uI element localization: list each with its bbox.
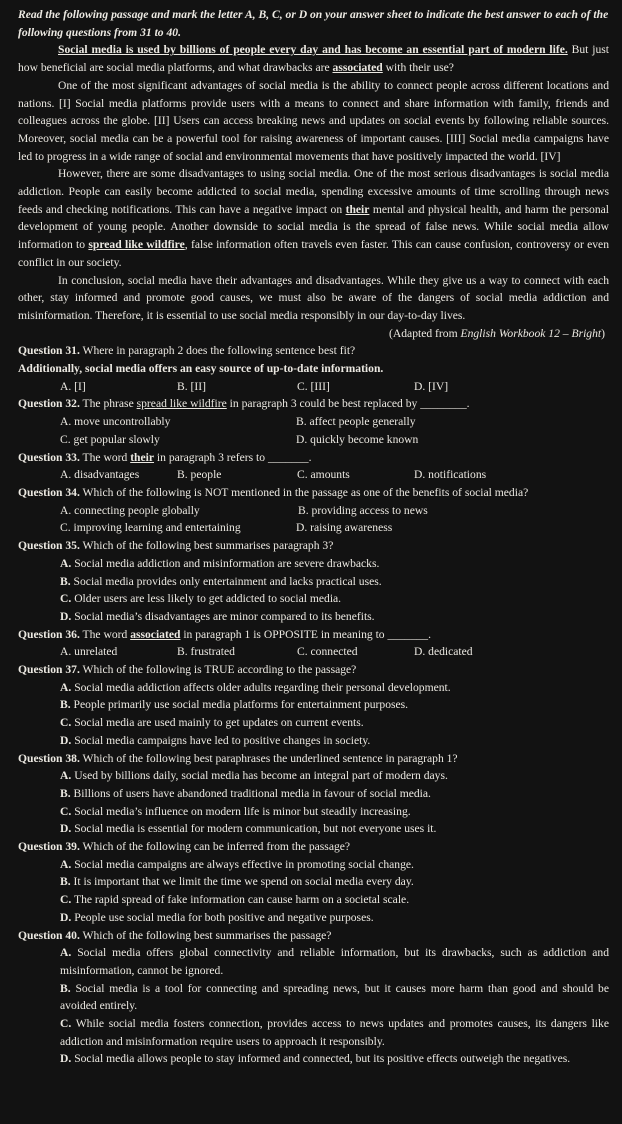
option-d[interactable]: D. notifications [414, 468, 487, 482]
option-c[interactable]: C. Social media are used mainly to get updates on current events. [60, 716, 364, 730]
option-d[interactable]: D. [IV] [414, 379, 449, 393]
passage-paragraph-2: One of the most significant advantages of social media is the ability to connect people across different locations and nations. [I] Social media platforms provide users with a means to connect and share information with family, friends and colleagues across the globe. [II] Users can access breaking news and updates on social events by following reliable sources. Moreover, social media can be a powerful tool for raising awareness of important causes. [III] Social media campaigns have led to progress in a wide range of social and environmental movements that have positively impacted the world. [IV] [18, 78, 609, 163]
question-33: Question 33. The word their in paragraph 3 refers to _______. A. disadvantages B. people C. amounts D. notifications [18, 449, 609, 484]
question-36: Question 36. The word associated in paragraph 1 is OPPOSITE in meaning to _______. A. unrelated B. frustrated C. connected D. dedicated [18, 626, 609, 661]
option-b[interactable]: B. people [177, 468, 222, 482]
option-a[interactable]: A. disadvantages [60, 468, 140, 482]
option-b[interactable]: B. Billions of users have abandoned traditional media in favour of social media. [60, 786, 431, 800]
option-c[interactable]: C. Social media’s influence on modern life is minor but steadily increasing. [60, 804, 411, 818]
question-35: Question 35. Which of the following best summarises paragraph 3? A. Social media addiction and misinformation are severe drawbacks. B. Social media provides only entertainment and lacks practical uses. C. Older users are less likely to get addicted to social media. D. Social media’s disadvantages are minor compared to its benefits. [18, 537, 609, 626]
question-31: Question 31. Where in paragraph 2 does the following sentence best fit? Additionally, social media offers an easy source of up-to-date information. A. [I] B. [II] C. [III] D. [IV] [18, 342, 609, 395]
option-c[interactable]: C. improving learning and entertaining [60, 521, 241, 535]
option-d[interactable]: D. dedicated [414, 645, 473, 659]
option-c[interactable]: C. connected [297, 645, 358, 659]
option-a[interactable]: A. move uncontrollably [60, 415, 171, 429]
option-b[interactable]: B. [II] [177, 379, 206, 393]
option-d[interactable]: D. People use social media for both positive and negative purposes. [60, 910, 374, 924]
option-a[interactable]: A. [I] [60, 379, 86, 393]
option-b[interactable]: B. frustrated [177, 645, 235, 659]
question-34: Question 34. Which of the following is NOT mentioned in the passage as one of the benefits of social media? A. connecting people globally B. providing access to news C. improving learning and entertaining D. raising awareness [18, 484, 609, 537]
option-b[interactable]: B. Social media is a tool for connecting and spreading news, but it causes more harm than good and should be avoided entirely. [60, 981, 610, 1013]
insert-sentence: Additionally, social media offers an easy source of up-to-date information. [18, 362, 384, 376]
option-d[interactable]: D. Social media is essential for modern communication, but not everyone uses it. [60, 822, 437, 836]
question-38: Question 38. Which of the following best paraphrases the underlined sentence in paragraph 1? A. Used by billions daily, social media has become an integral part of modern days. B. Billions of users have abandoned traditional media in favour of social media. C. Social media’s influence on modern life is minor but steadily increasing. D. Social media is essential for modern communication, but not everyone uses it. [18, 750, 609, 839]
option-a[interactable]: A. connecting people globally [60, 503, 200, 517]
option-c[interactable]: C. While social media fosters connection, provides access to news updates and promotes causes, its dangers like addiction and misinformation require users to approach it responsibly. [60, 1017, 609, 1048]
option-a[interactable]: A. Social media campaigns are always effective in promoting social change. [60, 857, 414, 871]
option-d[interactable]: D. quickly become known [296, 432, 419, 446]
option-d[interactable]: D. Social media’s disadvantages are minor compared to its benefits. [60, 609, 375, 623]
underlined-sentence: Social media is used by billions of people every day and has become an essential part of modern life. [58, 43, 568, 57]
option-b[interactable]: B. Social media provides only entertainment and lacks practical uses. [60, 574, 382, 588]
option-a[interactable]: A. Social media addiction affects older adults regarding their personal development. [60, 680, 451, 694]
question-37: Question 37. Which of the following is TRUE according to the passage? A. Social media addiction affects older adults regarding their personal development. B. People primarily use social media platforms for entertainment purposes. C. Social media are used mainly to get updates on current events. D. Social media campaigns have led to positive changes in society. [18, 661, 609, 750]
option-c[interactable]: C. Older users are less likely to get addicted to social media. [60, 592, 342, 606]
option-d[interactable]: D. Social media campaigns have led to positive changes in society. [60, 733, 371, 747]
option-a[interactable]: A. unrelated [60, 645, 118, 659]
option-b[interactable]: B. providing access to news [298, 503, 428, 517]
word-their: their [345, 202, 370, 216]
passage-paragraph-3: However, there are some disadvantages to using social media. One of the most serious disadvantages is social media addiction. People can easily become addicted to social media, spending excessive amounts of time scrolling through news feeds and checking notifications. This can have a negative impact on their mental and physical health, and harm the personal development of young people. Another downside to social media is the spread of false news. While social media allow information to spread like wildfire, false information often travels even faster. This can cause confusion, controversy or even conflict in our society. [18, 167, 610, 269]
option-c[interactable]: C. [III] [297, 379, 330, 393]
option-b[interactable]: B. It is important that we limit the time we spend on social media every day. [60, 875, 414, 889]
option-a[interactable]: A. Social media offers global connectivity and reliable information, but its drawbacks, such as addiction and misinformation, cannot be ignored. [60, 946, 609, 977]
option-a[interactable]: A. Social media addiction and misinformation are severe drawbacks. [60, 556, 380, 570]
question-39: Question 39. Which of the following can be inferred from the passage? A. Social media campaigns are always effective in promoting social change. B. It is important that we limit the time we spend on social media every day. C. The rapid spread of fake information can cause harm on a societal scale. D. People use social media for both positive and negative purposes. [18, 838, 609, 927]
option-b[interactable]: B. People primarily use social media platforms for entertainment purposes. [60, 698, 409, 712]
word-associated: associated [332, 61, 383, 75]
option-d[interactable]: D. Social media allows people to stay informed and connected, but its positive effects outweigh the negatives. [60, 1052, 571, 1066]
option-d[interactable]: D. raising awareness [296, 521, 393, 535]
phrase-spread-like-wildfire: spread like wildfire [88, 238, 185, 252]
option-b[interactable]: B. affect people generally [296, 415, 416, 429]
option-c[interactable]: C. get popular slowly [60, 432, 160, 446]
passage-paragraph-1: Social media is used by billions of people every day and has become an essential part of modern life. But just how beneficial are social media platforms, and what drawbacks are associated with their use? [18, 43, 609, 75]
passage-paragraph-4: In conclusion, social media have their advantages and disadvantages. While they give us a way to connect with each other, stay informed and promote good causes, we must also be aware of the dangers of social media addiction and misinformation. Therefore, it is essential to use social media responsibly in our day-to-day lives. [18, 273, 609, 322]
instructions: Read the following passage and mark the letter A, B, C, or D on your answer sheet to indicate the best answer to each of the following questions from 31 to 40. [18, 8, 609, 39]
passage-source: (Adapted from English Workbook 12 – Bright) [389, 326, 605, 340]
option-c[interactable]: C. The rapid spread of fake information can cause harm on a societal scale. [60, 893, 410, 907]
question-32: Question 32. The phrase spread like wildfire in paragraph 3 could be best replaced by ________. A. move uncontrollably B. affect people generally C. get popular slowly D. quickly become known [18, 395, 609, 448]
option-a[interactable]: A. Used by billions daily, social media has become an integral part of modern days. [60, 769, 448, 783]
option-c[interactable]: C. amounts [297, 468, 350, 482]
question-40: Question 40. Which of the following best summarises the passage? A. Social media offers global connectivity and reliable information, but its drawbacks, such as addiction and misinformation, cannot be ignored. B. Social media is a tool for connecting and spreading news, but it causes more harm than good and should be avoided entirely. C. While social media fosters connection, provides access to news updates and promotes causes, its dangers like addiction and misinformation require users to approach it responsibly. D. Social media allows people to stay informed and connected, but its positive effects outweigh the negatives. [18, 927, 609, 1069]
